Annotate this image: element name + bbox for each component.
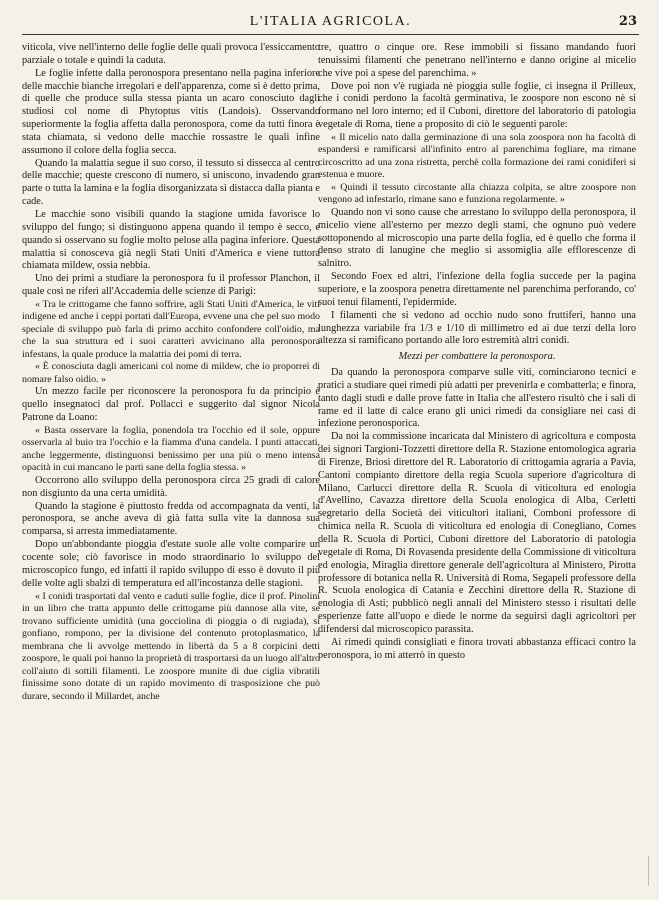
right-column	[318, 42, 636, 662]
paragraph: Uno dei primi a studiare la peronospora fu il professor Planchon, il quale così ne riferì all'Accademia delle scienze di Parigi:	[22, 273, 320, 298]
paragraph: Quando la malattia segue il suo corso, il tessuto si dissecca al centro delle macchie; queste crescono di numero, si uniscono, invadendo gran parte o tutta la lamina e la foglia disorganizzata si distacca dalla pianta e cade.	[22, 157, 321, 208]
paragraph: Da quando la peronospora comparve sulle viti, cominciarono tecnici e pratici a studiare quei rimedi più adatti per prevenirla e combatterla; e finora, tanto dagli studi e dalle prove fatte in Italia che all'estero risultò che i sali di rame ed il latte di calce erano gli unici rimedi da consigliare nei casi di infezione peronosporica.	[318, 367, 636, 430]
page-number: 23	[618, 14, 637, 29]
paragraph: « Basta osservare la foglia, ponendola tra l'occhio ed il sole, oppure osservarla al buio tra l'occhio e la fiamma d'una candela. I punti attaccati, anche leggermente, distinguonsi benissimo per una più o meno intensa opacità in cui mancano le parti sane della foglia stessa. »	[22, 424, 320, 474]
paragraph: Quando la stagione è piuttosto fredda od accompagnata da venti, la peronospora, se anche aveva di già fatta sulla vite la dannosa sua comparsa, si arresta immediatamente.	[22, 500, 320, 538]
paragraph: Le foglie infette dalla peronospora presentano nella pagina inferiore delle macchie bianche irregolari e dell'apparenza, come si è detto prima, di quelle che produce sulla stessa pianta un acaro conosciuto dagli studiosi col nome di Phytoptus vitis (Landois). Osservando superiormente la foglia affetta dalla peronospora, come da tutti finora è stata chiamata, si vedono delle macchie rossastre le quali infine assumono il colore della foglia secca.	[22, 67, 320, 156]
paragraph: « È conosciuta dagli americani col nome di mildew, che io proporrei di nomare falso oidio. »	[22, 361, 320, 385]
section-heading: Mezzi per combattere la peronospora.	[398, 351, 556, 363]
paragraph: Le macchie sono visibili quando la stagione umida favorisce lo sviluppo del fungo; si distinguono appena quando il tempo è secco, e quando si osservano su foglie molto pelose alla pagina inferiore. Questa malattia si conosceva già negli Stati Uniti d'America e viene tuttora chiamata mildew, ossia nebbia.	[22, 208, 320, 272]
paragraph: Da noi la commissione incaricata dal Ministero di agricoltura e composta dei signori Targioni-Tozzetti direttore della R. Stazione entomologica agraria di Firenze, Briosi direttore del R. Laboratorio di crittogamia agraria a Pavia, Cantoni compianto direttore della regia Scuola superiore d'agricoltura di Milano, Carlucci direttore della R. Scuola di viticoltura ed enologia d'Avellino, Cavazza direttore della Scuola enologica di Alba, Cerletti segretario della Società dei viticultori italiani, Comboni professore di chimica nella R. Scuola di viticoltura ed enologia di Conegliano, Comes della R. Scuola di Portici, Cuboni direttore del Laboratorio di patologia vegetale di Roma, Di Rovasenda presidente della Commissione di viticoltura ed enologia, Miraglia direttore generale dell'agricoltura al Ministero, Pirotta professore di botanica nella R. Università di Roma, Segapeli professore della R. Scuola enologica di Catania e Zecchini direttore della R. Stazione di enologia di Asti; pubblicò negli annali del Ministero stesso i risultati delle esperienze fatte all'uopo e diede le norme da seguirsi dagli agricoltori per difendersi dal microscopico parassita.	[318, 431, 636, 635]
paragraph: tre, quattro o cinque ore. Rese immobili si fissano mandando fuori tenuissimi filamenti che penetrano nell'interno e danno origine al micelio che vive poi a spese del parenchima. »	[318, 42, 636, 79]
page-edge-mark	[638, 856, 649, 886]
paragraph: viticola, vive nell'interno delle foglie delle quali provoca l'essiccamento parziale o totale e quindi la caduta.	[22, 42, 320, 66]
paragraph: « Il micelio nato dalla germinazione di una sola zoospora non ha facoltà di espandersi e ramificarsi all'infinito entro al parenchima fogliare, ma rimane circoscritto ad una zona ristretta, perchè colla formazione dei rami conidiferi si estenua e muore.	[318, 131, 636, 181]
paragraph: Secondo Foex ed altri, l'infezione della foglia succede per la pagina superiore, e la zoospora penetra direttamente nel parenchima perforando, co' suoi tenui filamenti, l'epidermide.	[318, 271, 636, 308]
paragraph: Dove poi non v'è rugiada nè pioggia sulle foglie, ci insegna il Prilleux, che i conidi perdono la facoltà germinativa, le zoospore non escono nè si formano nel loro interno; ed il Cuboni, direttore del laboratorio di patologia vegetale di Roma, tiene a proposito di ciò le seguenti parole:	[318, 80, 636, 131]
paragraph: « Quindi il tessuto circostante alla chiazza colpita, se altre zoospore non vengono ad infestarlo, rimane sano e funziona regolarmente. »	[318, 181, 636, 206]
page-title: L'ITALIA AGRICOLA.	[249, 14, 412, 29]
paragraph: Quando non vi sono cause che arrestano lo sviluppo della peronospora, il micelio viene all'esterno per mezzo degli stami, che ognuno può vedere sottoponendo al microscopio una parte della foglia, ed è quello che forma il denso strato di lanugine che meglio si assomiglia alle efflorescenze di salnitro.	[318, 206, 636, 270]
paragraph: Ai rimedi quindi consigliati e finora trovati abbastanza efficaci contro la peronospora, io mi atterrò in questo	[318, 636, 636, 661]
paragraph: I filamenti che si vedono ad occhio nudo sono fruttiferi, hanno una lunghezza variabile fra 1/3 e 1/10 di millimetro ed ai due terzi della loro altezza si ramificano portando alle loro estremità altri conidi.	[318, 309, 636, 347]
paragraph: Un mezzo facile per riconoscere la peronospora fu da principio è quello insegnatoci dal prof. Pollacci e suggerito dal signor Nicola Patrone da Loano:	[22, 386, 320, 424]
paragraph: « Tra le crittogame che fanno soffrire, agli Stati Uniti d'America, le viti indigene ed anche i ceppi portati dall'Europa, evvene una che pel suo modo speciale di sviluppo può farla di primo acchito confondere coll'oidio, ma che la sua struttura ed i suoi caratteri avvicinano alla peronospora infestans, la quale produce la malattia dei pomi di terra.	[22, 298, 320, 360]
paragraph: Dopo un'abbondante pioggia d'estate suole alle volte comparire un cocente sole; ciò favorisce in modo straordinario lo sviluppo del microscopico fungo, ed infatti il rapido sviluppo di esso è dovuto il più delle volte agli sbalzi di temperatura ed all'incostanza delle stagioni.	[22, 539, 320, 589]
left-column	[22, 42, 320, 703]
paragraph: « I conidi trasportati dal vento e caduti sulle foglie, dice il prof. Pinolini in un libro che tratta appunto delle crittogame più dannose alla vite, se trovano sufficiente umidità (una gocciolina di pioggia o di rugiada), si gonfiano, rompono, per la divisione del contenuto protoplasmatico, la membrana che li avvolge mettendo in libertà da 5 a 8 corpicini detti zoospore, le quali poi hanno la proprietà di trasportarsi da un luogo all'altro coll'aiuto di sottili filamenti. Le zoospore munite di due ciglia vibratili finissime sono dotate di un rapido movimento di trasposizione che può durare, secondo il Millardet, anche	[22, 590, 320, 702]
page-header	[22, 12, 639, 35]
paragraph: Occorrono allo sviluppo della peronospora circa 25 gradi di calore non disgiunto da una certa umidità.	[22, 474, 320, 499]
